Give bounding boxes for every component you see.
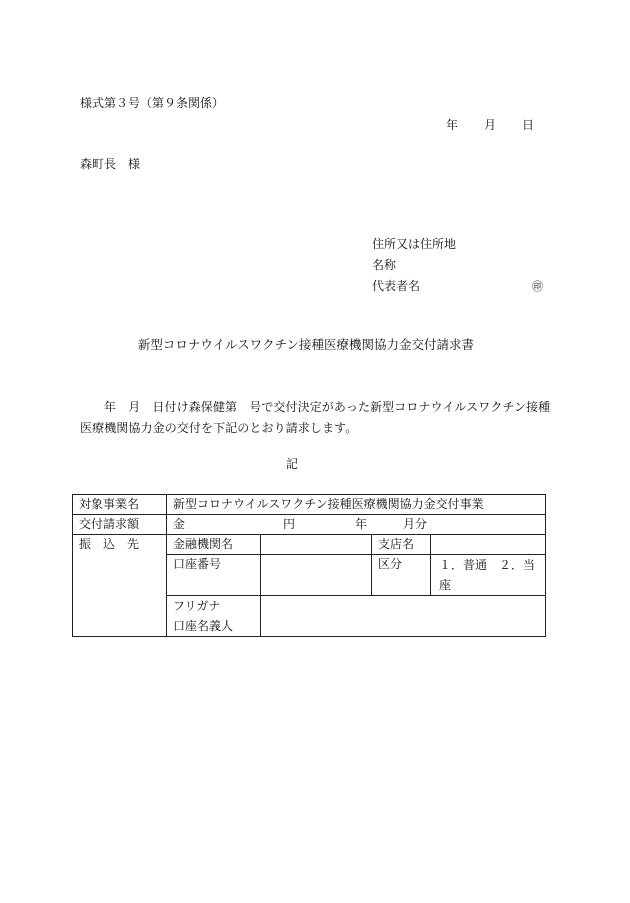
branch-label: 支店名 [372,535,431,555]
applicant-name-row [372,259,547,280]
ki-heading: 記 [285,457,298,471]
amount-cell [167,515,546,535]
table-row-amount [73,515,546,535]
holder-label: 口座名義人 [173,619,234,633]
holder-value [261,596,546,637]
type-label: 区分 [372,555,431,596]
bank-value [261,535,372,555]
address-label: 住所又は住所地 [372,237,457,251]
representative-label: 代表者名 [372,279,421,293]
document-title: 新型コロナウイルスワクチン接種医療機関協力金交付請求書 [137,337,475,352]
amount-month: 月分 [403,517,428,531]
table-row-bank [73,535,546,555]
amount-yen: 円 [283,517,296,531]
amount-year: 年 [355,517,368,531]
date-month: 月 [484,118,497,132]
body-text: 年 月 日付け森保健第 号で交付決定があった新型コロナウイルスワクチン接種医療機関協力金の交付を下記のとおり請求します。 [80,400,551,435]
name-label: 名称 [372,258,397,272]
form-number: 様式第３号（第９条関係） [80,96,225,110]
table-row-target [73,495,546,515]
date-day: 日 [522,118,535,132]
transfer-label: 振 込 先 [73,535,167,637]
target-label: 対象事業名 [73,495,167,515]
account-type-options: １．普通 ２．当座 [431,555,546,596]
target-value: 新型コロナウイルスワクチン接種医療機関協力金交付事業 [167,495,546,515]
applicant-address-row [372,238,547,259]
seal-mark: ㊞ [532,280,543,293]
amount-kin: 金 [173,517,186,531]
applicant-representative-row [372,280,547,301]
details-table [72,494,546,637]
addressee: 森町長 様 [80,157,141,171]
furigana-label: フリガナ [173,599,221,613]
amount-label: 交付請求額 [73,515,167,535]
branch-value [431,535,546,555]
applicant-block [372,238,547,301]
date-year: 年 [446,118,459,132]
account-number-value [261,555,372,596]
account-number-label: 口座番号 [167,555,261,596]
holder-labels [167,596,261,637]
bank-label: 金融機関名 [167,535,261,555]
